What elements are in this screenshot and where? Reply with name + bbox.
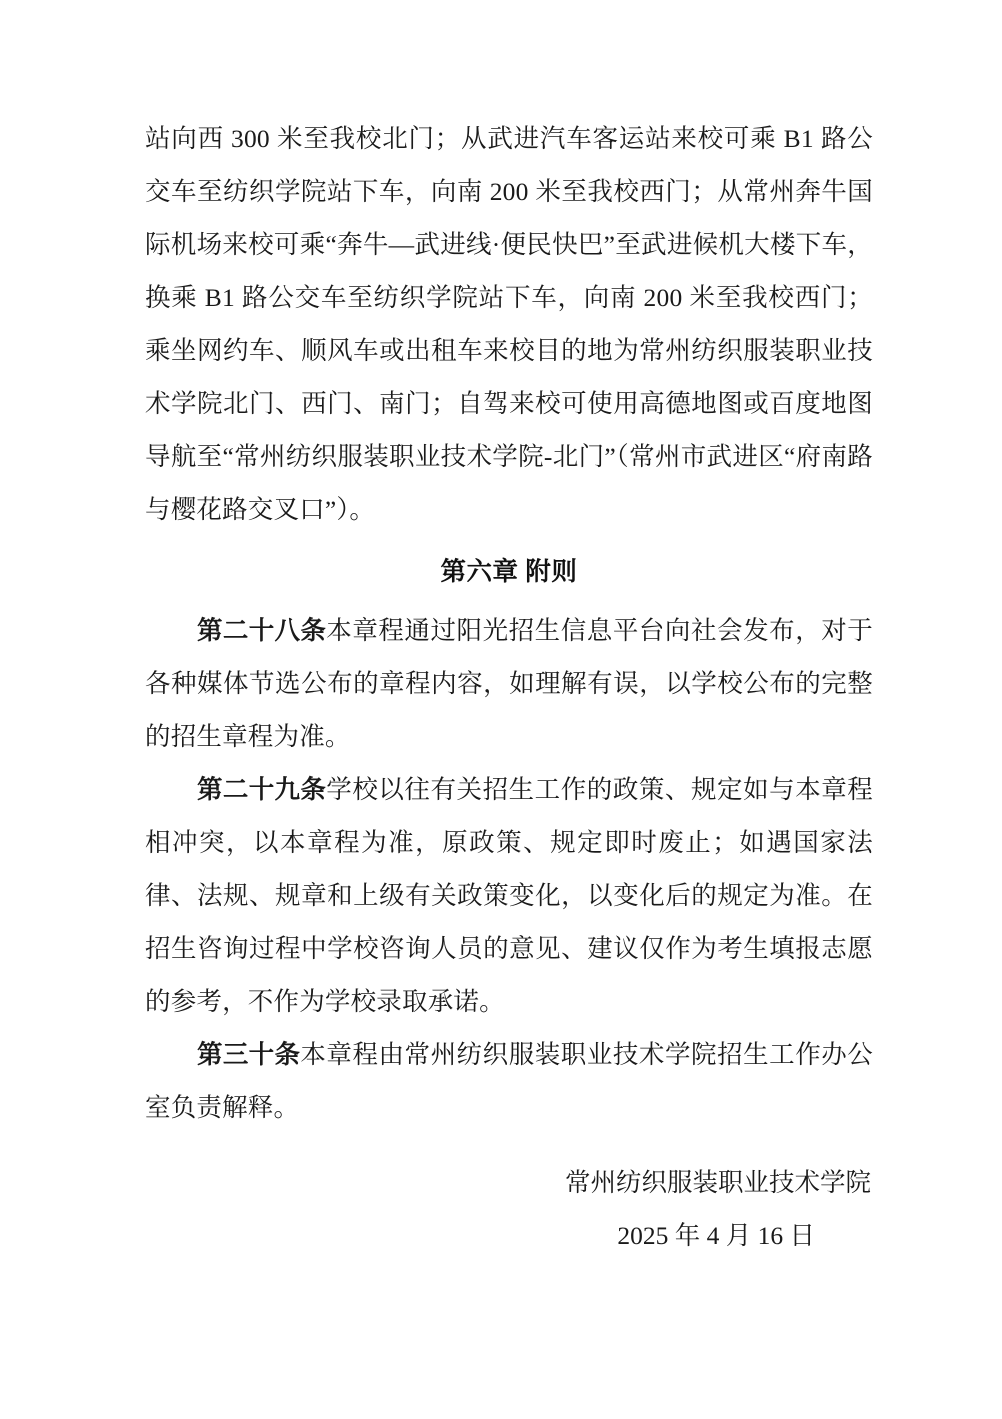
article-text-29: 学校以往有关招生工作的政策、规定如与本章程相冲突，以本章程为准，原政策、规定即时废止；如遇国家法律、法规、规章和上级有关政策变化，以变化后的规定为准。在招生咨询过程中学校咨询人员的意见、建议仅作为考生填报志愿的参考，不作为学校录取承诺。 [145,775,873,1016]
chapter-heading: 第六章 附则 [440,557,578,586]
article-label-30: 第三十条 [197,1040,301,1069]
article-text-28: 本章程通过阳光招生信息平台向社会发布，对于各种媒体节选公布的章程内容，如理解有误，以学校公布的完整的招生章程为准。 [145,616,873,751]
article-label-28: 第二十八条 [197,616,327,645]
article-paragraph-29 [145,763,873,1028]
document-content [145,112,873,1262]
signature-block [145,1156,873,1262]
signature-organization: 常州纺织服装职业技术学院 [564,1168,871,1197]
article-label-29: 第二十九条 [197,775,327,804]
continuation-paragraph: 站向西 300 米至我校北门；从武进汽车客运站来校可乘 B1 路公交车至纺织学院站下车，向南 200 米至我校西门；从常州奔牛国际机场来校可乘“奔牛—武进线·便民快巴”至武进候机大楼下车，换乘 B1 路公交车至纺织学院站下车，向南 200 米至我校西门；乘坐网约车、顺风车或出租车来校目的地为常州纺织服装职业技术学院北门、西门、南门；自驾来校可使用高德地图或百度地图导航至“常州纺织服装职业技术学院-北门”（常州市武进区“府南路与樱花路交叉口”）。 [145,124,873,524]
article-paragraph-30 [145,1028,873,1134]
article-text-30: 本章程由常州纺织服装职业技术学院招生工作办公室负责解释。 [145,1040,873,1122]
signature-date: 2025 年 4 月 16 日 [617,1221,815,1250]
article-paragraph-28 [145,604,873,763]
